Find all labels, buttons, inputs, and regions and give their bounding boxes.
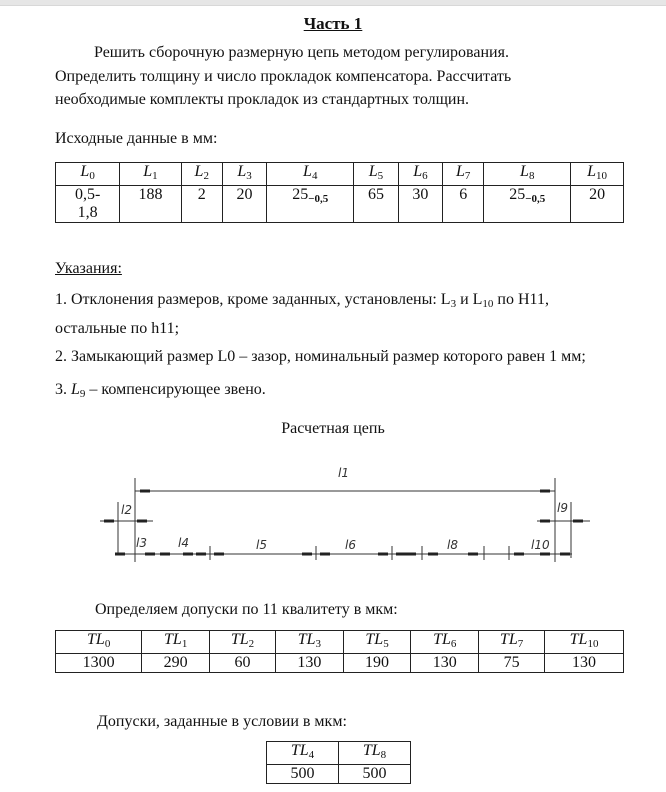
subscript: 4 — [308, 749, 315, 761]
instruction-3: 3. $L_9$ – компенсирующее звено. — [55, 381, 266, 400]
label-l5: l5 — [256, 538, 267, 552]
tol-header-cell — [142, 631, 210, 654]
tolerance-value-cell: 75 — [479, 654, 545, 673]
subscript: 6 — [422, 170, 428, 182]
subscript: 6 — [450, 638, 457, 650]
subscript: 8 — [528, 170, 535, 182]
label-l9: l9 — [557, 501, 568, 515]
given-tolerance-table — [266, 741, 411, 784]
tolerance-value-cell: 130 — [276, 654, 344, 673]
tolerance-value-cell: 130 — [545, 654, 624, 673]
dimension-arrow-icon — [160, 553, 170, 556]
subscript: 7 — [464, 170, 471, 182]
tolerance-table — [55, 630, 624, 673]
initial-value-cell: 65 — [354, 186, 398, 223]
symbol: TL — [433, 631, 451, 648]
tolerance-value-cell: 1300 — [56, 654, 142, 673]
symbol: L — [368, 163, 378, 180]
dimension-arrow-icon — [573, 520, 583, 523]
subscript: 1 — [152, 170, 158, 182]
intro-line-1: Решить сборочную размерную цепь методом регулирования. — [94, 44, 509, 61]
subscript: 7 — [517, 638, 524, 650]
dimension-arrow-icon — [115, 553, 125, 556]
dimension-arrow-icon — [540, 520, 550, 523]
tolerance-value-cell: 190 — [343, 654, 411, 673]
symbol: L — [194, 163, 204, 180]
dimension-arrow-icon — [540, 490, 550, 493]
given-tolerance-label: Допуски, заданные в условии в мкм: — [97, 713, 347, 730]
subscript: 3 — [315, 638, 322, 650]
page-title: Часть 1 — [303, 14, 363, 33]
dimension-arrow-icon — [406, 553, 416, 556]
label-l8: l8 — [447, 538, 458, 552]
given-tolerance-value-cell: 500 — [267, 765, 339, 784]
initial-data-label: Исходные данные в мм: — [55, 130, 218, 147]
viewer-top-edge — [0, 0, 666, 6]
dimension-arrow-icon — [468, 553, 478, 556]
dimension-arrow-icon — [378, 553, 388, 556]
initial-value-cell: 188 — [120, 186, 181, 223]
tolerance-label: Определяем допуски по 11 квалитету в мкм: — [95, 601, 398, 618]
diagram-caption: Расчетная цепь — [281, 420, 385, 437]
subscript: 2 — [248, 638, 255, 650]
initial-header-cell — [267, 163, 354, 186]
given-tolerance-value-cell: 500 — [339, 765, 411, 784]
dimension-arrow-icon — [514, 553, 524, 556]
instruction-1: 1. Отклонения размеров, кроме заданных, установлены: $L_3$ и $L_{10}$ по H11, остальные по h11; — [55, 291, 549, 337]
dimension-arrow-icon — [540, 553, 550, 556]
symbol: TL — [230, 631, 249, 648]
dimension-arrow-icon — [320, 553, 330, 556]
dimension-arrow-icon — [104, 520, 114, 523]
subscript: 0 — [104, 638, 111, 650]
instruction-2: 2. Замыкающий размер L0 – зазор, номинальный размер которого равен 1 мм; — [55, 348, 586, 365]
initial-header-cell — [120, 163, 181, 186]
dimension-arrow-icon — [196, 553, 206, 556]
subscript: 10 — [596, 170, 608, 182]
subscript: 10 — [587, 638, 599, 650]
tolerance-value-cell: 130 — [411, 654, 479, 673]
subscript: 4 — [311, 170, 318, 182]
symbol: L — [413, 163, 423, 180]
initial-data-table — [55, 162, 624, 223]
symbol: L — [237, 163, 247, 180]
symbol: TL — [290, 742, 309, 759]
tol-header-cell — [210, 631, 276, 654]
subscript: 8 — [380, 749, 387, 761]
subscript: 0 — [89, 170, 95, 182]
label-l3: l3 — [136, 536, 147, 550]
initial-value-cell: $25_{-0,5}$ — [484, 186, 571, 223]
dimension-chain-diagram — [0, 440, 666, 580]
subscript: 5 — [383, 638, 389, 650]
symbol: L — [143, 163, 153, 180]
tol-header-cell — [343, 631, 411, 654]
initial-header-cell — [484, 163, 571, 186]
initial-value-cell: 6 — [443, 186, 484, 223]
instructions-heading: Указания: — [55, 260, 122, 277]
symbol: TL — [569, 631, 588, 648]
initial-value-cell: 2 — [181, 186, 222, 223]
dimension-arrow-icon — [302, 553, 312, 556]
symbol: TL — [362, 742, 381, 759]
initial-value-cell: $25_{-0,5}$ — [267, 186, 354, 223]
label-l1: l1 — [338, 466, 349, 480]
subscript: 1 — [181, 638, 188, 650]
label-l6: l6 — [345, 538, 356, 552]
initial-header-cell — [398, 163, 442, 186]
tolerance-value-cell: 290 — [142, 654, 210, 673]
symbol: L — [303, 163, 312, 180]
symbol: TL — [365, 631, 384, 648]
subscript: 2 — [203, 170, 209, 182]
initial-header-cell — [181, 163, 222, 186]
symbol: L — [520, 163, 529, 180]
symbol: TL — [499, 631, 518, 648]
intro-paragraph — [55, 41, 511, 112]
subscript: 3 — [246, 170, 252, 182]
symbol: L — [456, 163, 465, 180]
label-l4: l4 — [178, 536, 189, 550]
initial-value-cell: 0,5- 1,8 — [56, 186, 120, 223]
dimension-arrow-icon — [214, 553, 224, 556]
dimension-arrow-icon — [140, 490, 150, 493]
symbol: TL — [87, 631, 105, 648]
tol-header-cell — [276, 631, 344, 654]
intro-line-2: Определить толщину и число прокладок компенсатора. Рассчитать — [55, 67, 512, 85]
dimension-arrow-icon — [396, 553, 406, 556]
dimension-arrow-icon — [560, 553, 570, 556]
initial-value-cell: 30 — [398, 186, 442, 223]
tol-header-cell — [479, 631, 545, 654]
symbol: TL — [164, 631, 182, 648]
label-l10: l10 — [531, 538, 550, 552]
initial-value-cell: 20 — [222, 186, 266, 223]
initial-header-cell — [56, 163, 120, 186]
symbol: L — [587, 163, 597, 180]
initial-header-cell — [354, 163, 398, 186]
dimension-arrow-icon — [183, 553, 193, 556]
tol-header-cell — [411, 631, 479, 654]
label-l2: l2 — [121, 503, 132, 517]
subscript: 5 — [377, 170, 384, 182]
given-header-cell — [339, 742, 411, 765]
dimension-arrow-icon — [145, 553, 155, 556]
initial-header-cell — [443, 163, 484, 186]
dimension-arrow-icon — [428, 553, 438, 556]
tolerance-value-cell: 60 — [210, 654, 276, 673]
tol-header-cell — [56, 631, 142, 654]
initial-value-cell: 20 — [571, 186, 624, 223]
given-header-cell — [267, 742, 339, 765]
tol-header-cell — [545, 631, 624, 654]
dimension-arrow-icon — [137, 520, 147, 523]
symbol: L — [80, 163, 90, 180]
symbol: TL — [297, 631, 316, 648]
initial-header-cell — [571, 163, 624, 186]
intro-line-3: необходимые комплекты прокладок из стандартных толщин. — [55, 91, 470, 108]
initial-header-cell — [222, 163, 266, 186]
